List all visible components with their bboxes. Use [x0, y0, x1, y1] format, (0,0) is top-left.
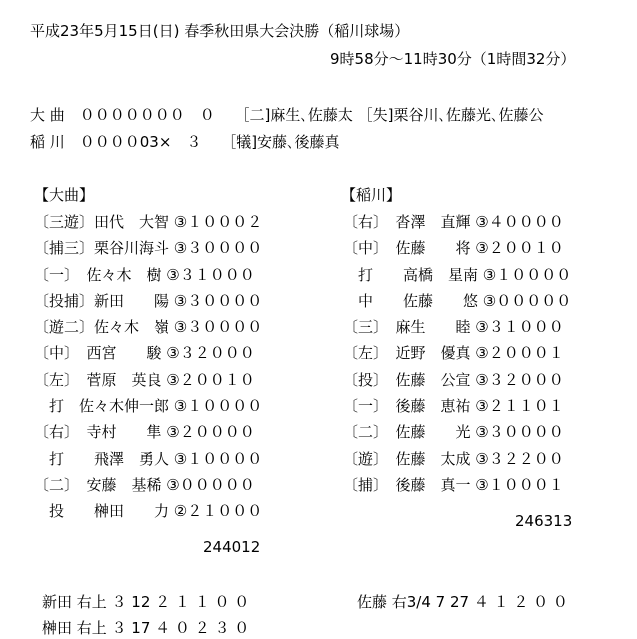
pitching-line-sakakida: 榊田 右上 ３ 17 ４ ０ ２ ３ ０ [42, 619, 250, 637]
player-row: 〔遊二〕佐々木 嶺 ③３００００ [34, 318, 263, 337]
player-row: 〔中〕 佐藤 将 ③２００１０ [343, 239, 564, 258]
player-row: 〔三遊〕田代 大智 ③１０００２ [34, 213, 263, 231]
inakawa-heading: 【稲川】 [341, 186, 402, 204]
game-time: 9時58分～11時30分（1時間32分） [330, 50, 576, 68]
player-row: 打 高橋 星南 ③１００００ [343, 265, 572, 284]
player-row: 〔投捕〕新田 陽 ③３００００ [34, 291, 263, 310]
player-row: 〔三〕 麻生 睦 ③３１０００ [343, 318, 564, 337]
player-row: 〔左〕 近野 優真 ③２０００１ [343, 344, 564, 363]
inakawa-total: 246313 [515, 512, 573, 530]
player-row: 中 佐藤 悠 ③０００００ [343, 291, 572, 310]
player-row: 〔二〕 佐藤 光 ③３００００ [343, 423, 564, 442]
player-row: 投 榊田 力 ②２１０００ [34, 502, 263, 521]
player-row: 〔二〕 安藤 基稀 ③０００００ [34, 475, 255, 494]
omagari-heading: 【大曲】 [34, 186, 95, 204]
pitching-line-nitta: 新田 右上 ３ 12 ２ １ １ ０ ０ [42, 593, 250, 611]
player-row: 〔左〕 菅原 英良 ③２００１０ [34, 370, 255, 389]
omagari-lineup [34, 211, 262, 527]
player-row: 打 佐々木伸一郎 ③１００００ [34, 397, 263, 416]
player-row: 〔中〕 西宮 駿 ③３２０００ [34, 344, 255, 363]
player-row: 〔右〕 沓澤 直輝 ③４００００ [343, 213, 564, 231]
pitching-line-satou: 佐藤 右3/4 7 27 ４ １ ２ ０ ０ [357, 593, 568, 611]
player-row: 〔捕〕 後藤 真一 ③１０００１ [343, 475, 564, 494]
player-row: 〔遊〕 佐藤 太成 ③３２２００ [343, 449, 564, 468]
player-row: 〔一〕 後藤 恵祐 ③２１１０１ [343, 397, 564, 416]
game-title: 平成23年5月15日(日) 春季秋田県大会決勝（稲川球場） [30, 22, 410, 40]
player-row: 〔右〕 寺村 隼 ③２００００ [34, 423, 255, 442]
player-row: 〔捕三〕栗谷川海斗 ③３００００ [34, 239, 263, 258]
linescore-inakawa: 稲 川 ００００03× ３ ［犠]安藤､後藤真 [30, 133, 340, 151]
player-row: 打 飛澤 勇人 ③１００００ [34, 449, 263, 468]
linescore-omagari: 大 曲 ０００００００ ０ ［二]麻生､佐藤太 ［失]栗谷川､佐藤光､佐藤公 [30, 106, 544, 124]
omagari-total: 244012 [203, 538, 261, 556]
player-row: 〔投〕 佐藤 公宣 ③３２０００ [343, 370, 564, 389]
inakawa-lineup [343, 211, 571, 500]
player-row: 〔一〕 佐々木 樹 ③３１０００ [34, 265, 255, 284]
